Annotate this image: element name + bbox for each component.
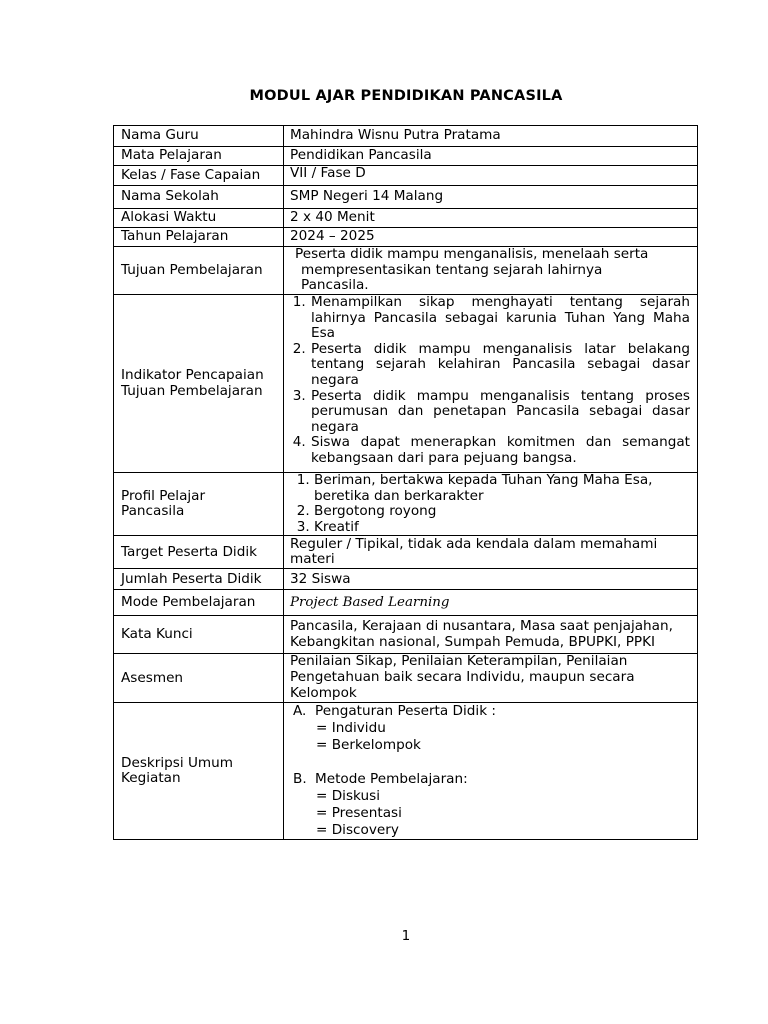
table-row: [114, 228, 698, 247]
value-asesmen: Penilaian Sikap, Penilaian Keterampilan, Penilaian Pengetahuan baik secara Individu, maupun secara Kelompok: [284, 654, 698, 703]
label-kelas: Kelas / Fase Capaian: [114, 166, 284, 186]
list-item: 2. Peserta didik mampu menganalisis latar belakang tentang sejarah kelahiran Pancasila sebagai dasar negara: [310, 342, 690, 389]
value-indikator: [284, 295, 698, 473]
table-row: [114, 536, 698, 569]
value-tujuan-pembelajaran: [284, 247, 698, 295]
list-item: 4. Siswa dapat menerapkan komitmen dan semangat kebangsaan dari para pejuang bangsa.: [310, 435, 690, 466]
indikator-list: [290, 295, 690, 467]
table-row: [114, 590, 698, 616]
value-kelas: VII / Fase D: [284, 166, 698, 186]
list-item: 2. Bergotong royong: [314, 504, 677, 520]
tujuan-line-2: mempresentasikan tentang sejarah lahirnya: [301, 261, 603, 278]
label-profil-line-1: Profil Pelajar: [121, 487, 206, 504]
label-profil: [114, 473, 284, 536]
table-row: [114, 703, 698, 840]
profil-list: [290, 473, 677, 535]
label-indikator-line-1: Indikator Pencapaian: [121, 366, 264, 383]
section-b-letter: B.: [293, 771, 307, 788]
label-profil-line-2: Pancasila: [121, 503, 185, 520]
value-mode: Project Based Learning: [284, 590, 698, 616]
label-mode: Mode Pembelajaran: [114, 590, 284, 616]
value-nama-guru: Mahindra Wisnu Putra Pratama: [284, 126, 698, 147]
label-jumlah: Jumlah Peserta Didik: [114, 569, 284, 590]
table-row: [114, 209, 698, 228]
section-a-heading: [290, 703, 691, 720]
label-indikator-line-2: Tujuan Pembelajaran: [121, 382, 263, 399]
value-alokasi-waktu: 2 x 40 Menit: [284, 209, 698, 228]
value-jumlah: 32 Siswa: [284, 569, 698, 590]
value-nama-sekolah: SMP Negeri 14 Malang: [284, 186, 698, 209]
list-item: 1. Menampilkan sikap menghayati tentang sejarah lahirnya Pancasila sebagai karunia Tuhan Yang Maha Esa: [310, 295, 690, 342]
table-row: [114, 569, 698, 590]
tujuan-line-1: Peserta didik mampu menganalisis, menelaah serta: [295, 246, 649, 262]
label-nama-guru: Nama Guru: [114, 126, 284, 147]
table-row: [114, 166, 698, 186]
label-tahun-pelajaran: Tahun Pelajaran: [114, 228, 284, 247]
table-row: [114, 186, 698, 209]
table-row: [114, 126, 698, 147]
section-spacer: [290, 754, 691, 771]
section-b-title: Metode Pembelajaran:: [315, 771, 468, 788]
value-target: Reguler / Tipikal, tidak ada kendala dalam memahami materi: [284, 536, 698, 569]
section-a-item: = Berkelompok: [316, 737, 421, 754]
label-deskripsi: [114, 703, 284, 840]
section-a-item: = Individu: [316, 720, 386, 737]
section-b-heading: [290, 771, 691, 788]
value-profil: [284, 473, 698, 536]
section-a-letter: A.: [293, 703, 307, 720]
section-b-item: = Diskusi: [316, 788, 380, 805]
label-indikator: [114, 295, 284, 473]
label-deskripsi-line-1: Deskripsi Umum: [121, 754, 234, 771]
label-tujuan-pembelajaran: Tujuan Pembelajaran: [114, 247, 284, 295]
tujuan-line-3: Pancasila.: [301, 277, 369, 294]
section-a-title: Pengaturan Peserta Didik :: [315, 703, 496, 720]
section-b-item: = Presentasi: [316, 805, 402, 822]
document-title: MODUL AJAR PENDIDIKAN PANCASILA: [249, 88, 563, 104]
label-deskripsi-line-2: Kegiatan: [121, 770, 181, 787]
value-kata-kunci: Pancasila, Kerajaan di nusantara, Masa saat penjajahan, Kebangkitan nasional, Sumpah Pemuda, BPUPKI, PPKI: [284, 616, 698, 654]
table-row: [114, 473, 698, 536]
label-nama-sekolah: Nama Sekolah: [114, 186, 284, 209]
list-item: 3. Kreatif: [314, 520, 677, 536]
list-item: 1. Beriman, bertakwa kepada Tuhan Yang Maha Esa, beretika dan berkarakter: [314, 473, 677, 504]
label-kata-kunci: Kata Kunci: [114, 616, 284, 654]
table-row: [114, 295, 698, 473]
label-asesmen: Asesmen: [114, 654, 284, 703]
table-row: [114, 654, 698, 703]
list-item: 3. Peserta didik mampu menganalisis tentang proses perumusan dan penetapan Pancasila sebagai dasar negara: [310, 389, 690, 436]
label-target: Target Peserta Didik: [114, 536, 284, 569]
label-alokasi-waktu: Alokasi Waktu: [114, 209, 284, 228]
section-b-item: = Discovery: [316, 822, 399, 839]
table-row: [114, 616, 698, 654]
table-row: [114, 247, 698, 295]
label-mata-pelajaran: Mata Pelajaran: [114, 147, 284, 166]
value-deskripsi: [284, 703, 698, 840]
value-mata-pelajaran: Pendidikan Pancasila: [284, 147, 698, 166]
module-info-table: [113, 125, 698, 840]
value-tahun-pelajaran: 2024 – 2025: [284, 228, 698, 247]
table-row: [114, 147, 698, 166]
page-number: 1: [401, 928, 411, 944]
